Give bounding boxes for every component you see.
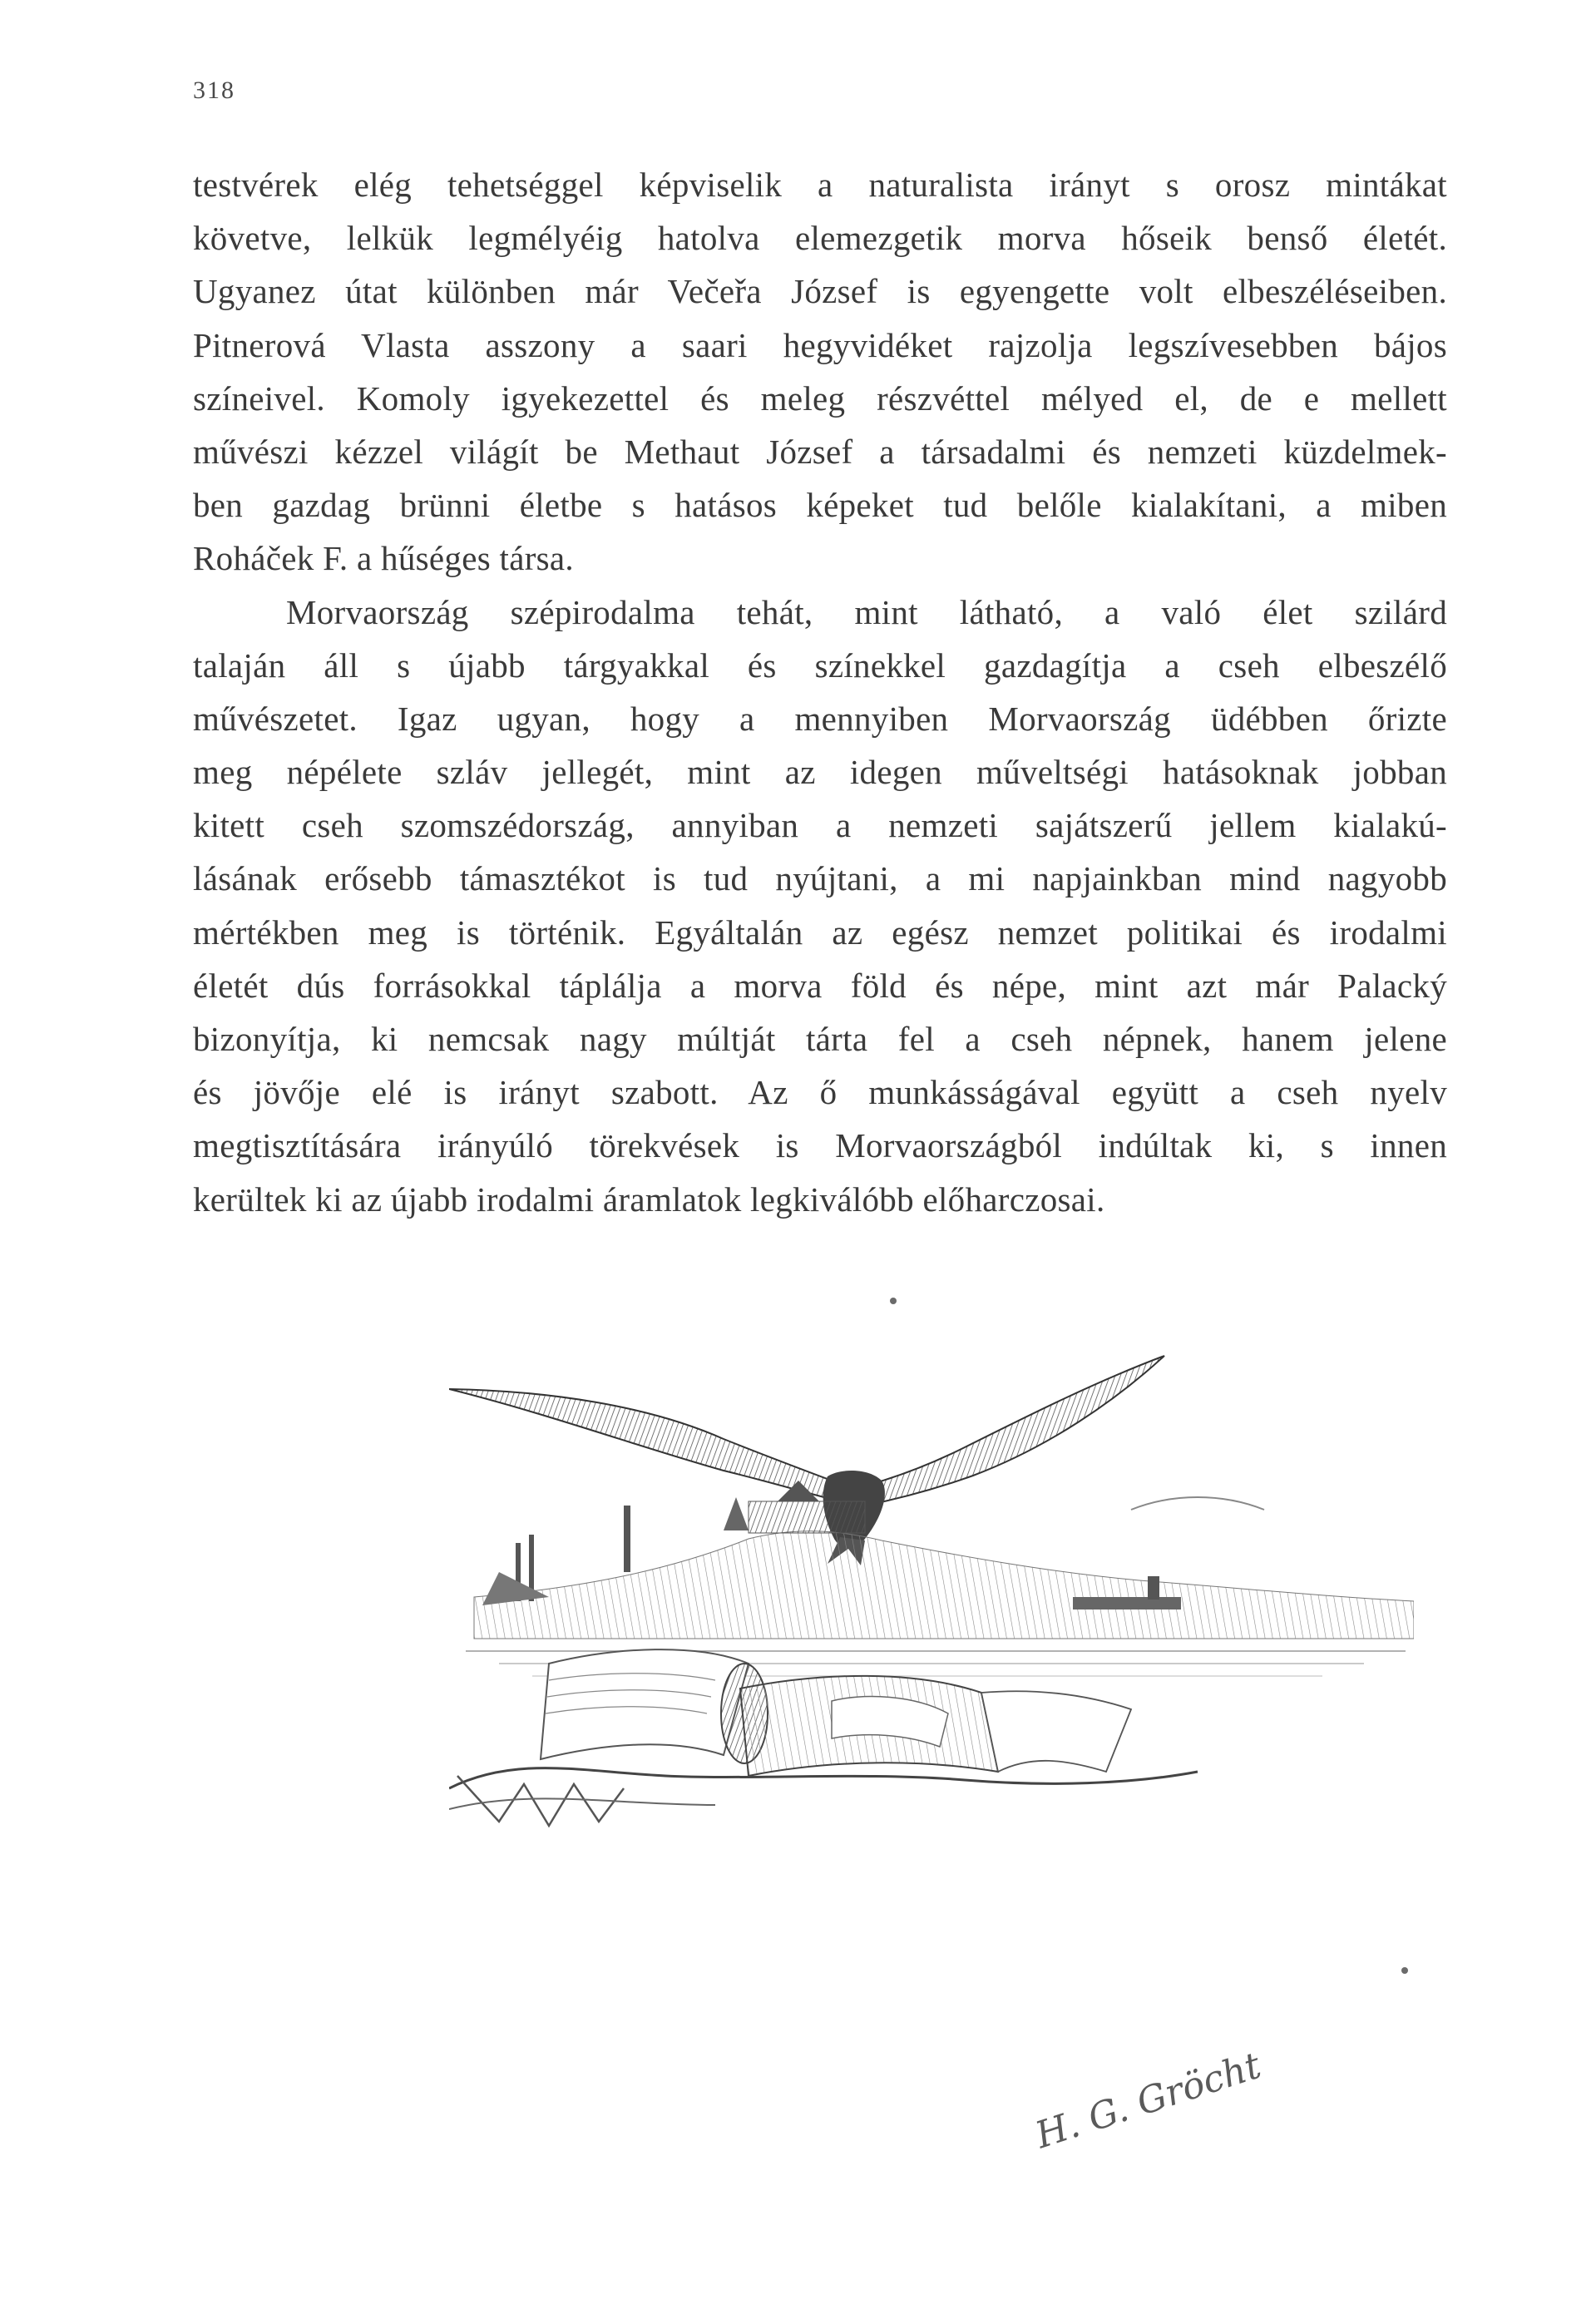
text-line: Pitnerová Vlasta asszony a saari hegyvidéket rajzolja legszívesebben bájos (193, 325, 1447, 364)
body-text (193, 158, 1447, 1226)
text-line: bizonyítja, ki nemcsak nagy múltját tárta fel a cseh népnek, hanem jelene (193, 1020, 1447, 1058)
text-line: kitett cseh szomszédország, annyiban a nemzeti sajátszerű jellem kialakú- (193, 806, 1447, 845)
text-line: Roháček F. a hűséges társa. (193, 539, 574, 578)
text-line: lásának erősebb támasztékot is tud nyújtani, a mi napjainkban mind nagyobb (193, 859, 1447, 898)
text-line: és jövője elé is irányt szabott. Az ő munkásságával együtt a cseh nyelv (193, 1073, 1447, 1112)
text-line: követve, lelkük legmélyéig hatolva elemezgetik morva hőseik benső életét. (193, 219, 1447, 258)
paragraph-1 (193, 158, 1447, 586)
paragraph-2 (193, 586, 1447, 1226)
text-line: kerültek ki az újabb irodalmi áramlatok legkiválóbb előharczosai. (193, 1179, 1105, 1219)
print-speck (1401, 1967, 1408, 1974)
eagle-vignette-illustration (449, 1323, 1414, 1863)
text-line: Morvaország szépirodalma tehát, mint látható, a való élet szilárd (286, 592, 1447, 631)
page-number: 318 (193, 77, 235, 104)
text-line: művészetet. Igaz ugyan, hogy a mennyiben Morvaország üdébben őrizte (193, 699, 1447, 738)
engraving-svg (449, 1323, 1414, 1863)
text-line: ben gazdag brünni életbe s hatásos képeket tud belőle kialakítani, a miben (193, 486, 1447, 525)
text-line: művészi kézzel világít be Methaut József a társadalmi és nemzeti küzdelmek- (193, 432, 1447, 471)
text-line: életét dús forrásokkal táplálja a morva föld és népe, mint azt már Palacký (193, 966, 1447, 1005)
artist-signature: H. G. Gröcht (1030, 2044, 1267, 2158)
text-line: mértékben meg is történik. Egyáltalán az egész nemzet politikai és irodalmi (193, 912, 1447, 952)
text-line: Ugyanez útat különben már Večeřa József is egyengette volt elbeszéléseiben. (193, 272, 1447, 311)
print-speck (890, 1298, 897, 1304)
text-line: talaján áll s újabb tárgyakkal és színekkel gazdagítja a cseh elbeszélő (193, 645, 1447, 685)
text-line: meg népélete szláv jellegét, mint az idegen műveltségi hatásoknak jobban (193, 753, 1447, 792)
city-skyline (474, 1481, 1414, 1639)
text-line: színeivel. Komoly igyekezettel és meleg részvéttel mélyed el, de e mellett (193, 378, 1447, 418)
text-line: megtisztítására irányúló törekvések is Morvaországból indúltak ki, s innen (193, 1126, 1447, 1165)
text-line: testvérek elég tehetséggel képviselik a naturalista irányt s orosz mintákat (193, 166, 1447, 204)
